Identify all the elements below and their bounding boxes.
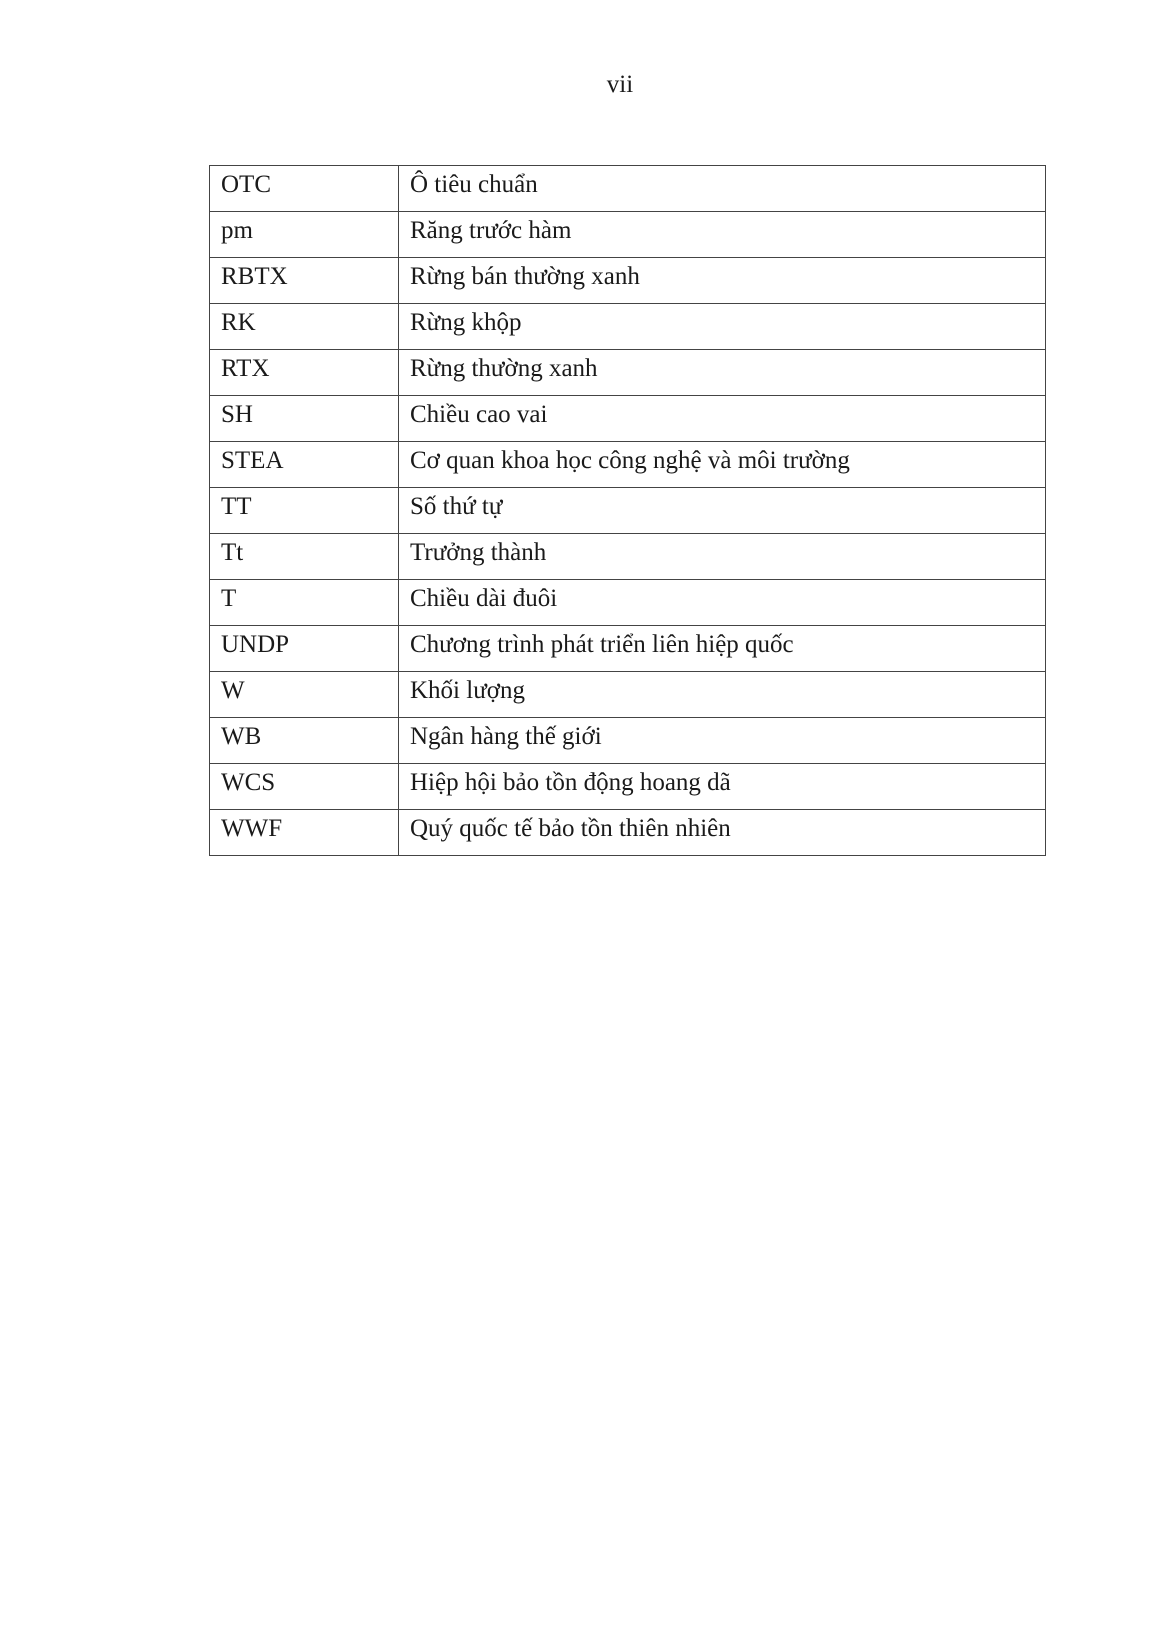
abbreviation-cell: WCS [210,764,399,810]
meaning-cell: Khối lượng [399,672,1046,718]
abbreviation-cell: STEA [210,442,399,488]
table-row [210,304,1046,350]
meaning-cell: Hiệp hội bảo tồn động hoang dã [399,764,1046,810]
table-row [210,580,1046,626]
meaning-cell: Rừng thường xanh [399,350,1046,396]
table-row [210,626,1046,672]
abbreviation-cell: RBTX [210,258,399,304]
meaning-cell: Chiều dài đuôi [399,580,1046,626]
meaning-cell: Rừng bán thường xanh [399,258,1046,304]
abbreviation-cell: WWF [210,810,399,856]
meaning-cell: Trưởng thành [399,534,1046,580]
meaning-cell: Số thứ tự [399,488,1046,534]
table-row [210,166,1046,212]
table-row [210,718,1046,764]
table-row [210,212,1046,258]
table-row [210,764,1046,810]
abbreviation-cell: Tt [210,534,399,580]
meaning-cell: Răng trước hàm [399,212,1046,258]
table-row [210,442,1046,488]
abbreviation-cell: pm [210,212,399,258]
meaning-cell: Rừng khộp [399,304,1046,350]
meaning-cell: Chiều cao vai [399,396,1046,442]
table-row [210,534,1046,580]
table-row [210,488,1046,534]
page-number: vii [606,71,634,98]
abbreviation-cell: RK [210,304,399,350]
table-row [210,396,1046,442]
abbreviation-cell: OTC [210,166,399,212]
abbreviation-table [209,165,1046,856]
table-row [210,672,1046,718]
meaning-cell: Chương trình phát triển liên hiệp quốc [399,626,1046,672]
abbreviation-cell: RTX [210,350,399,396]
abbreviation-cell: UNDP [210,626,399,672]
table-row [210,350,1046,396]
abbreviation-cell: SH [210,396,399,442]
table-row [210,810,1046,856]
abbreviation-cell: TT [210,488,399,534]
abbreviation-cell: WB [210,718,399,764]
meaning-cell: Ô tiêu chuẩn [399,166,1046,212]
table-row [210,258,1046,304]
meaning-cell: Quý quốc tế bảo tồn thiên nhiên [399,810,1046,856]
meaning-cell: Ngân hàng thế giới [399,718,1046,764]
abbreviation-cell: T [210,580,399,626]
meaning-cell: Cơ quan khoa học công nghệ và môi trường [399,442,1046,488]
abbreviation-cell: W [210,672,399,718]
